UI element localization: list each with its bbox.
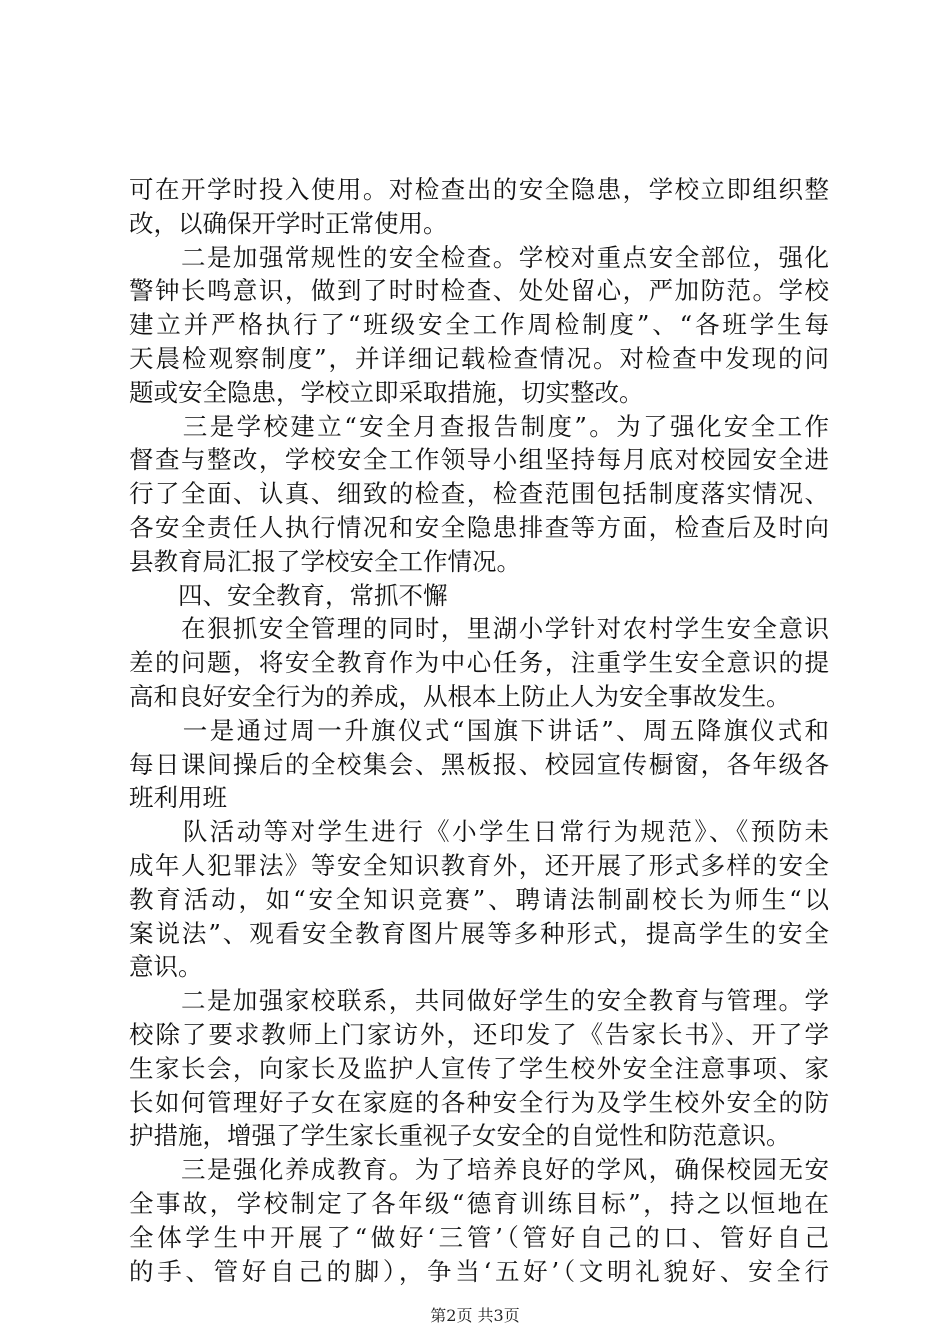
- page-footer: 第2页 共3页: [430, 1306, 520, 1325]
- text-line: 护措施，增强了学生家长重视子女安全的自觉性和防范意识。: [129, 1121, 791, 1151]
- text-line: 三是强化养成教育。为了培养良好的学风，确保校园无安: [129, 1155, 829, 1185]
- text-line: 长如何管理好子女在家庭的各种安全行为及学生校外安全的防: [129, 1087, 829, 1117]
- text-line: 高和良好安全行为的养成，从根本上防止人为安全事故发生。: [129, 681, 791, 711]
- text-line: 差的问题，将安全教育作为中心任务，注重学生安全意识的提: [129, 648, 829, 678]
- text-line: 题或安全隐患，学校立即采取措施，切实整改。: [129, 377, 644, 407]
- text-line: 警钟长鸣意识，做到了时时检查、处处留心，严加防范。学校: [129, 276, 829, 306]
- text-line: 校除了要求教师上门家访外，还印发了《告家长书》、开了学: [129, 1019, 829, 1049]
- text-line: 在狠抓安全管理的同时，里湖小学针对农村学生安全意识: [129, 614, 829, 644]
- text-line: 队活动等对学生进行《小学生日常行为规范》、《预防未: [129, 817, 829, 847]
- text-line: 县教育局汇报了学校安全工作情况。: [129, 546, 521, 576]
- text-line: 天晨检观察制度”，并详细记载检查情况。对检查中发现的问: [129, 343, 829, 373]
- text-line: 督查与整改，学校安全工作领导小组坚持每月底对校园安全进: [129, 445, 829, 475]
- text-line: 二是加强家校联系，共同做好学生的安全教育与管理。学: [129, 986, 829, 1016]
- text-line: 行了全面、认真、细致的检查，检查范围包括制度落实情况、: [129, 479, 829, 509]
- text-line: 的手、管好自己的脚），争当‘五好’（文明礼貌好、安全行: [129, 1256, 829, 1286]
- text-line: 可在开学时投入使用。对检查出的安全隐患，学校立即组织整: [129, 175, 829, 204]
- text-line: 建立并严格执行了“班级安全工作周检制度”、“各班学生每: [129, 310, 829, 340]
- text-line: 意识。: [129, 952, 203, 982]
- text-line: 成年人犯罪法》等安全知识教育外，还开展了形式多样的安全: [129, 850, 829, 880]
- text-line: 二是加强常规性的安全检查。学校对重点安全部位，强化: [129, 242, 829, 272]
- text-line: 各安全责任人执行情况和安全隐患排查等方面，检查后及时向: [129, 512, 829, 542]
- document-body: [129, 173, 829, 1288]
- text-line: 四、安全教育，常抓不懈: [129, 580, 448, 610]
- text-line: 全体学生中开展了“做好‘三管’（管好自己的口、管好自己: [129, 1222, 829, 1252]
- text-line: 改，以确保开学时正常使用。: [129, 208, 448, 238]
- text-line: 每日课间操后的全校集会、黑板报、校园宣传橱窗，各年级各: [129, 749, 829, 779]
- text-line: 班利用班: [129, 783, 227, 813]
- text-line: 案说法”、观看安全教育图片展等多种形式，提高学生的安全: [129, 918, 829, 948]
- text-line: 生家长会，向家长及监护人宣传了学生校外安全注意事项、家: [129, 1053, 829, 1083]
- text-line: 三是学校建立“安全月查报告制度”。为了强化安全工作: [129, 411, 829, 441]
- text-line: 教育活动，如“安全知识竞赛”、聘请法制副校长为师生“以: [129, 884, 829, 914]
- text-line: 一是通过周一升旗仪式“国旗下讲话”、周五降旗仪式和: [129, 715, 829, 745]
- text-line: 全事故，学校制定了各年级“德育训练目标”，持之以恒地在: [129, 1188, 829, 1218]
